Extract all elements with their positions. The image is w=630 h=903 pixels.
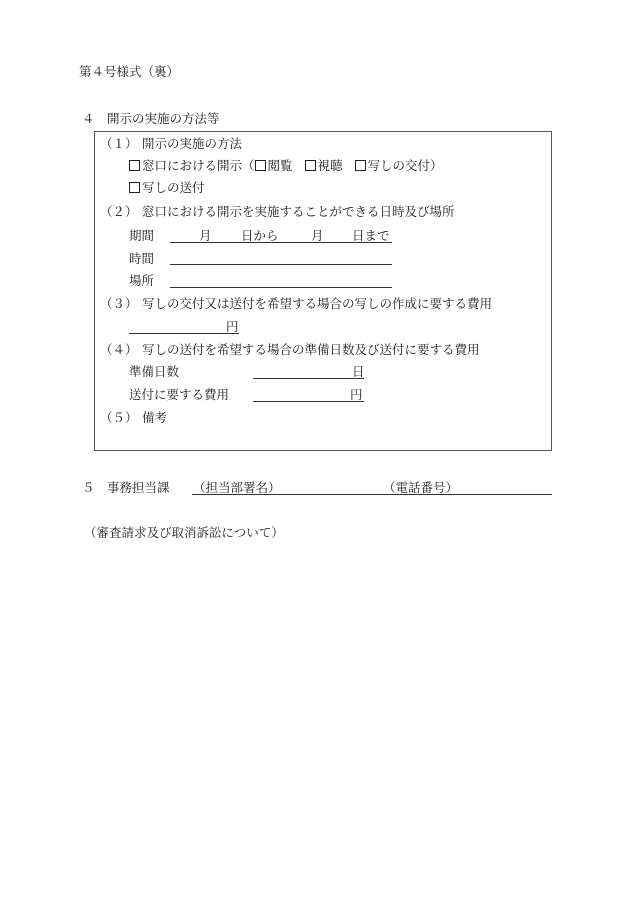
item4-title: 写しの送付を希望する場合の準備日数及び送付に要する費用 <box>142 342 480 357</box>
time-field-line[interactable] <box>170 264 392 265</box>
appeal-note: （審査請求及び取消訴訟について） <box>84 525 284 540</box>
copy-cost-yen: 円 <box>226 319 239 334</box>
disclosure-method-box <box>94 131 552 451</box>
item4-number: （４） <box>100 342 138 357</box>
method-options-row <box>129 158 443 174</box>
watch-checkbox[interactable] <box>305 160 316 171</box>
prep-days-field-line[interactable] <box>253 378 364 379</box>
section4-heading: 開示の実施の方法等 <box>107 111 220 126</box>
item3-number: （３） <box>100 296 138 311</box>
phone-label: （電話番号） <box>383 480 459 495</box>
period-day-to: 日まで <box>352 228 390 243</box>
period-month-1: 月 <box>199 228 212 243</box>
department-label: （担当部署名） <box>193 480 281 495</box>
item5-title: 備考 <box>142 410 168 425</box>
item2-title: 窓口における開示を実施することができる日時及び場所 <box>142 204 455 219</box>
contact-underline[interactable] <box>192 494 552 495</box>
item5-number: （５） <box>100 410 138 425</box>
copy-delivery-checkbox[interactable] <box>355 160 366 171</box>
send-cost-label: 送付に要する費用 <box>129 387 230 402</box>
copy-delivery-label: 写しの交付） <box>367 158 443 173</box>
place-label: 場所 <box>129 273 155 288</box>
section5-number: ５ <box>82 480 95 495</box>
copy-cost-field-line[interactable] <box>129 333 239 334</box>
watch-label: 視聴 <box>317 158 343 173</box>
prep-days-unit: 日 <box>352 364 365 379</box>
place-field-line[interactable] <box>170 287 392 288</box>
form-title: 第４号様式（裏） <box>79 64 180 79</box>
send-copy-checkbox[interactable] <box>129 182 140 193</box>
send-copy-label: 写しの送付 <box>142 180 205 195</box>
time-label: 時間 <box>129 251 155 266</box>
period-day-from: 日から <box>241 228 279 243</box>
prep-days-label: 準備日数 <box>129 364 180 379</box>
item3-title: 写しの交付又は送付を希望する場合の写しの作成に要する費用 <box>142 296 493 311</box>
period-label: 期間 <box>129 228 155 243</box>
section4-number: ４ <box>82 111 95 126</box>
window-disclosure-checkbox[interactable] <box>129 160 140 171</box>
send-cost-unit: 円 <box>350 387 363 402</box>
item2-number: （２） <box>100 204 138 219</box>
section5-label: 事務担当課 <box>107 480 170 495</box>
item1-title: 開示の実施の方法 <box>142 136 243 151</box>
send-cost-field-line[interactable] <box>253 401 364 402</box>
view-label: 閲覧 <box>267 158 293 173</box>
send-copy-row <box>129 180 205 196</box>
period-underline[interactable] <box>170 242 392 243</box>
view-checkbox[interactable] <box>255 160 266 171</box>
item1-number: （１） <box>100 136 138 151</box>
window-disclosure-label: 窓口における開示（ <box>142 158 255 173</box>
period-month-2: 月 <box>311 228 324 243</box>
